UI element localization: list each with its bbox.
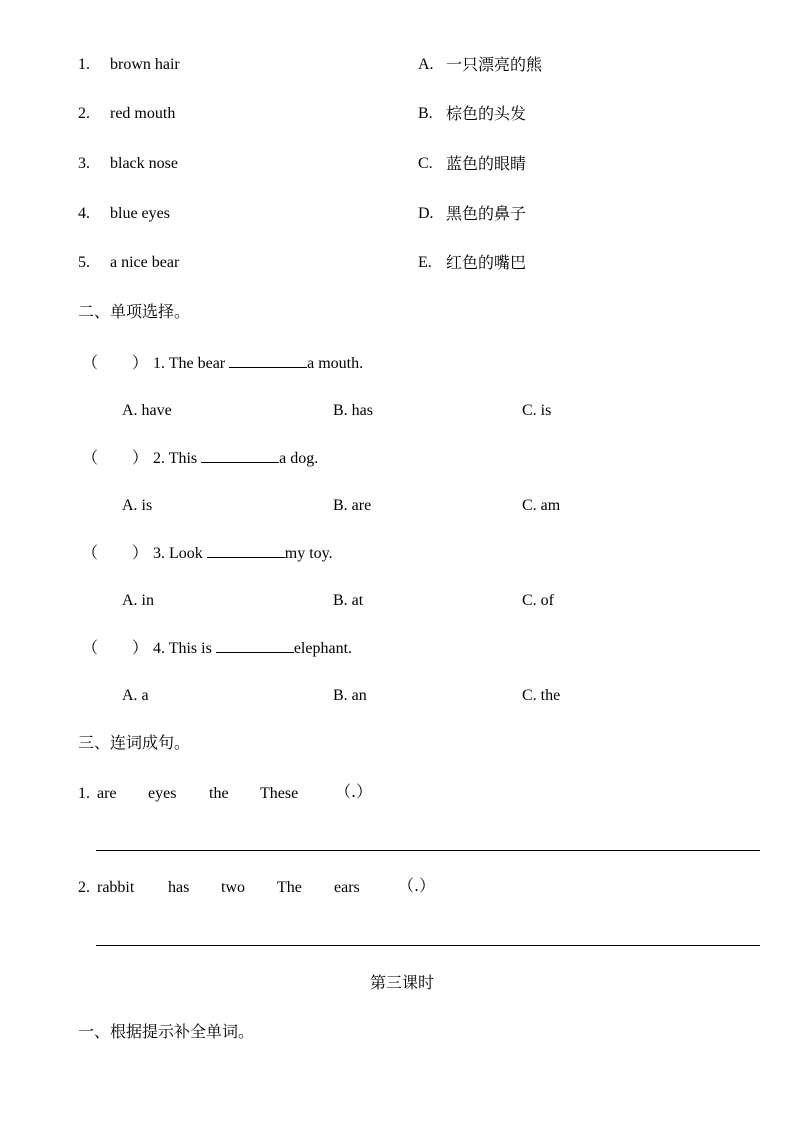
q2-stem: 2. This <box>153 450 202 467</box>
reorder-2-num: 2. <box>78 879 90 896</box>
match-left-2-num: 2. <box>78 105 90 122</box>
q2-option-b: B. are <box>333 497 372 514</box>
question-1 <box>153 353 363 374</box>
q4-option-c: C. the <box>522 687 561 704</box>
reorder-1-word: eyes <box>148 785 177 802</box>
reorder-1-word: These <box>260 785 299 802</box>
reorder-2-word: rabbit <box>97 879 135 896</box>
q4-stem-end: elephant. <box>293 640 353 657</box>
q1-stem: 1. The bear <box>153 355 230 372</box>
match-right-a-letter: A. <box>418 56 434 73</box>
match-left-3-text: black nose <box>110 155 178 172</box>
reorder-1-word: are <box>97 785 117 802</box>
match-left-3-num: 3. <box>78 155 90 172</box>
q1-bracket-open: （ <box>82 353 99 372</box>
match-right-a-text: 一只漂亮的熊 <box>446 55 543 74</box>
q4-blank[interactable] <box>216 638 294 653</box>
q2-option-c: C. am <box>522 497 561 514</box>
q3-option-a: A. in <box>122 592 154 609</box>
reorder-2-word: has <box>168 879 190 896</box>
q1-option-b: B. has <box>333 402 373 419</box>
match-left-4-text: blue eyes <box>110 205 170 222</box>
match-right-e-letter: E. <box>418 254 432 271</box>
match-right-d-text: 黑色的鼻子 <box>446 204 527 223</box>
q4-option-a: A. a <box>122 687 149 704</box>
q3-stem: 3. Look <box>153 545 207 562</box>
match-right-c-text: 蓝色的眼睛 <box>446 154 527 173</box>
q4-bracket-close: ） <box>132 638 149 657</box>
match-right-c-letter: C. <box>418 155 433 172</box>
q4-option-b: B. an <box>333 687 367 704</box>
q3-blank[interactable] <box>207 543 285 558</box>
question-3 <box>153 543 333 564</box>
match-right-e-text: 红色的嘴巴 <box>446 253 527 272</box>
lesson-title: 第三课时 <box>370 973 435 992</box>
section2-heading: 二、单项选择。 <box>78 302 191 321</box>
match-left-2-text: red mouth <box>110 105 176 122</box>
match-left-5-num: 5. <box>78 254 90 271</box>
match-left-4-num: 4. <box>78 205 90 222</box>
q1-option-a: A. have <box>122 402 172 419</box>
match-right-d-letter: D. <box>418 205 434 222</box>
match-left-5-text: a nice bear <box>110 254 180 271</box>
match-right-b-letter: B. <box>418 105 433 122</box>
answer-line-1[interactable] <box>96 850 760 851</box>
q1-bracket-close: ） <box>132 353 149 372</box>
q3-stem-end: my toy. <box>284 545 333 562</box>
q4-bracket-open: （ <box>82 638 99 657</box>
question-4 <box>153 638 352 659</box>
q3-bracket-close: ） <box>132 543 149 562</box>
answer-line-2[interactable] <box>96 945 760 946</box>
q3-option-c: C. of <box>522 592 554 609</box>
match-right-b-text: 棕色的头发 <box>446 104 527 123</box>
q1-stem-end: a mouth. <box>307 355 364 372</box>
q1-option-c: C. is <box>522 402 552 419</box>
q3-option-b: B. at <box>333 592 364 609</box>
reorder-2-punct: （.） <box>398 876 436 895</box>
section3-heading: 三、连词成句。 <box>78 733 191 752</box>
reorder-1-num: 1. <box>78 785 90 802</box>
q4-stem: 4. This is <box>153 640 216 657</box>
q3-bracket-open: （ <box>82 543 99 562</box>
match-left-1-num: 1. <box>78 56 90 73</box>
reorder-2-word: ears <box>334 879 360 896</box>
reorder-1-word: the <box>209 785 229 802</box>
reorder-2-word: two <box>221 879 245 896</box>
q2-option-a: A. is <box>122 497 153 514</box>
q2-stem-end: a dog. <box>279 450 319 467</box>
reorder-1-punct: （.） <box>335 782 373 801</box>
section4-heading: 一、根据提示补全单词。 <box>78 1022 255 1041</box>
q2-blank[interactable] <box>201 448 279 463</box>
q2-bracket-close: ） <box>132 448 149 467</box>
q1-blank[interactable] <box>229 353 307 368</box>
reorder-2-word: The <box>277 879 302 896</box>
q2-bracket-open: （ <box>82 448 99 467</box>
question-2 <box>153 448 318 469</box>
match-left-1-text: brown hair <box>110 56 180 73</box>
